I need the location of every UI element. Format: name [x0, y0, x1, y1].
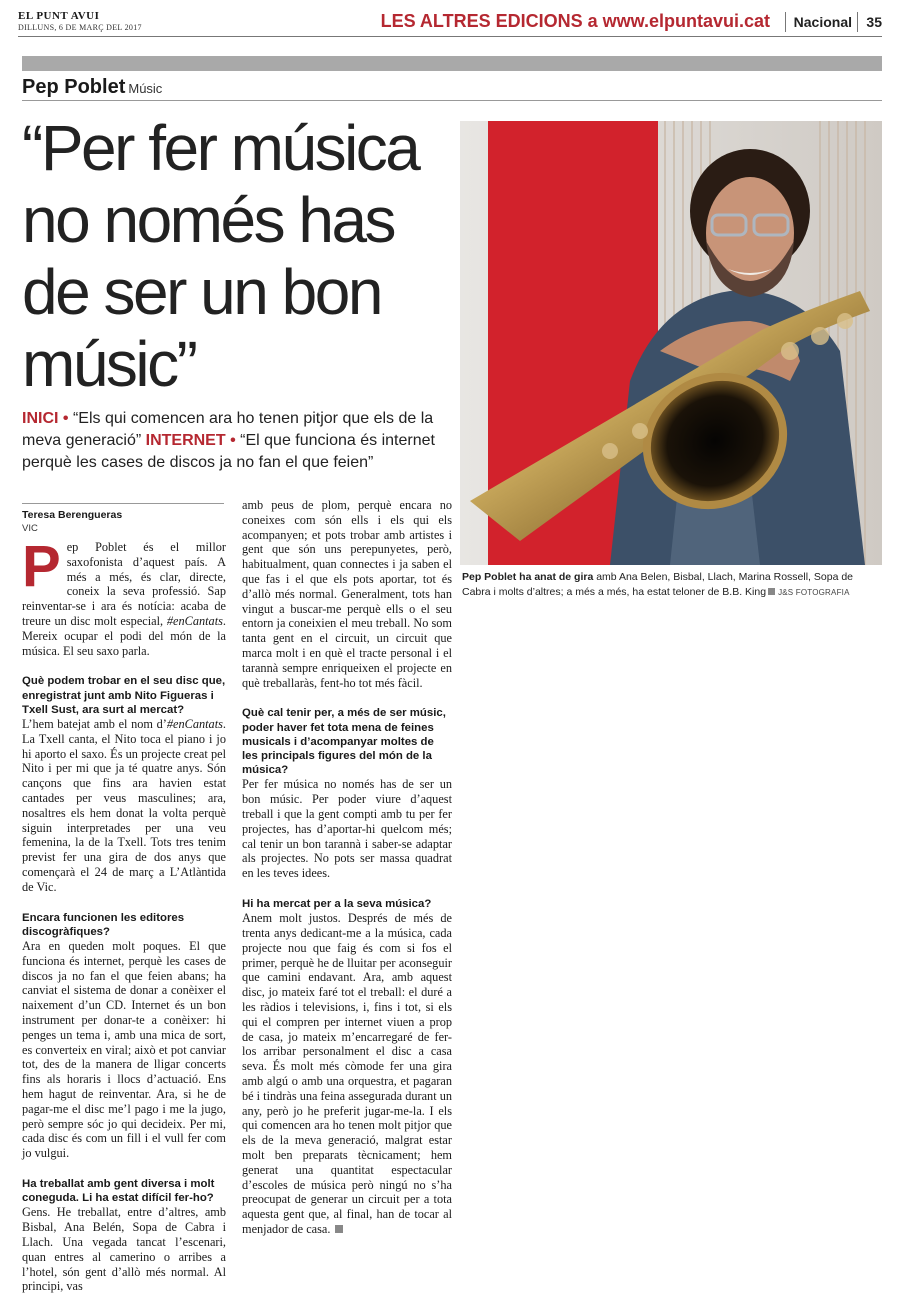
masthead: [18, 10, 142, 33]
question-3: Ha treballat amb gent diversa i molt coneguda. Li ha estat difícil fer-ho?: [22, 1177, 215, 1205]
caption-square-icon: [768, 588, 775, 595]
issue-date: DILLUNS, 6 DE MARÇ DEL 2017: [18, 23, 142, 32]
body-column-1: [22, 534, 226, 1294]
photo-caption: [462, 570, 882, 600]
body-column-2: [242, 498, 452, 1237]
photo-credit: J&S FOTOGRAFIA: [778, 588, 850, 597]
section-label: Nacional: [785, 12, 852, 32]
deck-bullet: •: [62, 410, 69, 427]
header-divider: [18, 36, 882, 37]
deck: [22, 408, 442, 474]
answer-text: Anem molt justos. Després de més de trenta anys dedicant-me a la música, cada projecte nou que faig és com si fos el primer, perquè he de lluitar per aconseguir que camini endavant. Ara, amb aquest disc, jo mateix faré tot el treball: el duré a les ràdios i televisions, i, fins i tot, si els qui el compren per internet viuen a prop de casa, jo mateix m’encarregaré de fer-los arribar personalment el disc a casa seva. És molt més còmode fer una gira amb algú o amb una orquestra, et pagaran bé i tindràs una feina assegurada durant un any, però jo he preferit jugar-me-la. I els qui comencen ara ho tenen molt pitjor que els de la meva generació, malgrat estar molt ben preparats tècnicament; hem generat una quantitat espectacular d’escoles de música però ningú no s’ha preocupat de generar un circuit per a tota aquesta gent que, al final, han de tocar al menjador de casa.: [242, 911, 452, 1236]
byline: [22, 503, 224, 535]
answer-2: Ara en queden molt poques. El que funciona és internet, perquè les cases de discos ja no fan el que feien abans; ha canviat el sistema de donar a conèixer el naixement d’un CD. Internet és un bon instrument per donar-te a conèixer: hi penges un tema i, amb una mica de sort, es converteix en viral; això et pot canviar tot, des de la manera de lligar concerts fins als horaris i llocs d’actuació. Ens hem hagut de reinventar. Ara, si he de pagar-me el disc me’l pago i me la jugo, però sempre sóc jo qui decideix. Per mi, cada disc és com un fill i el vull fer com jo vulgui.: [22, 938, 226, 1161]
question-1: Què podem trobar en el seu disc que, enregistrat junt amb Nito Figueras i Txell Sust, ara surt al mercat?: [22, 675, 226, 716]
answer-3: Gens. He treballat, entre d’altres, amb Bisbal, Ana Belén, Sopa de Cabra i Llach. Una vegada tancat l’escenari, quan entres al camerino o arribes a l’hotel, són gent d’allò més normal. Al principi, vas: [22, 1205, 226, 1294]
deck-keyword-inici: INICI: [22, 410, 59, 427]
answer-text: L’hem batejat amb el nom d’: [22, 716, 167, 731]
saxophonist-photo: [460, 121, 882, 565]
headline: “Per fer música no només has de ser un bon músic”: [22, 112, 419, 400]
question-2: Encara funcionen les editores discogràfiques?: [22, 911, 185, 938]
page-header: [18, 10, 882, 36]
interviewee-name: Pep Poblet: [22, 76, 126, 98]
intro-paragraph: [22, 534, 226, 658]
deck-quote-1: “Els qui comencen ara ho tenen pitjor que els de la meva generació”: [22, 410, 434, 449]
page-number: 35: [857, 12, 882, 32]
question-5: Hi ha mercat per a la seva música?: [242, 897, 432, 910]
deck-keyword-internet: INTERNET: [145, 432, 226, 449]
answer-5: [242, 911, 452, 1237]
end-square-icon: [335, 1225, 343, 1233]
section-bar: [22, 56, 882, 71]
album-title: #enCantats: [166, 613, 223, 628]
deck-bullet: •: [230, 432, 236, 449]
album-title: #enCantats: [166, 716, 223, 731]
answer-1: [22, 717, 226, 895]
article-photo: [460, 121, 882, 565]
answer-4: Per fer música no només has de ser un bon músic. Per poder viure d’aquest treball i que la gent compti amb tu per fer projectes, has d’aportar-hi quelcom més; cal tenir un bon tarannà i saber-se adaptar als projectes. No pots ser massa quadrat en les teves idees.: [242, 777, 452, 881]
editions-text: LES ALTRES EDICIONS a: [380, 11, 603, 31]
other-editions-promo: [381, 11, 770, 32]
caption-lead: Pep Poblet ha anat de gira: [462, 571, 594, 583]
answer-3-continued: amb peus de plom, perquè encara no coneixes com són ells i els qui els acompanyen; et pots trobar amb artistes i gent que són uns perepunyetes, però, habitualment, quan connectes i ja saben el que fas i el que els pots aportar, tot és d’allò més normal. Generalment, tots han vingut a buscar-me perquè ells o el seu entorn ja coneixien el meu treball. No som tanta gent en el circuit, un circuit que marca molt i en què el tracte personal i el tarannà sempre enriqueixen el projecte en què treballaràs, fent-ho tot més fàcil.: [242, 498, 452, 690]
answer-text: . La Txell canta, el Nito toca el piano i jo hi aporto el saxo. És un projecte creat pel Nito i per mi que ja té quatre anys. Són cançons que fins ara havien estat cantades per veus masculines; ara, nosaltres els hem donat la volta perquè siguin interpretades per una veu femenina, la de la Txell. Tots tres tenim previst fer una gira de dos anys que començarà el 24 de març a L’Atlàntida de Vic.: [22, 716, 226, 894]
newspaper-brand: EL PUNT AVUI: [18, 10, 100, 22]
drop-cap: P: [22, 534, 61, 599]
deck-quote-2: “El que funciona és internet perquè les cases de discos ja no fan el que feien”: [22, 432, 435, 471]
intro-text: ep Poblet és el millor saxofonista d’aquest país. A més a més, és clar, directe, coneix la seva professió. Sap reinventar-se i ara és notícia: acaba de treure un disc molt especial,: [22, 540, 226, 628]
author-name: Teresa Berengueras: [22, 509, 123, 521]
dateline: VIC: [22, 523, 38, 534]
editions-url: www.elpuntavui.cat: [602, 11, 770, 31]
interviewee-category: Músic: [128, 81, 163, 96]
caption-text: amb Ana Belen, Bisbal, Llach, Marina Rossell, Sopa de Cabra i molts d’altres; a més a més, ha estat teloner de B.B. King: [462, 571, 854, 598]
article-kicker: [22, 76, 882, 101]
question-4: Què cal tenir per, a més de ser músic, poder haver fet tota mena de feines musicals i d’acompanyar moltes de les principals figures del món de la música?: [242, 707, 446, 777]
intro-text-end: . Mereix ocupar el podi del món de la música. El seu saxo parla.: [22, 613, 226, 658]
